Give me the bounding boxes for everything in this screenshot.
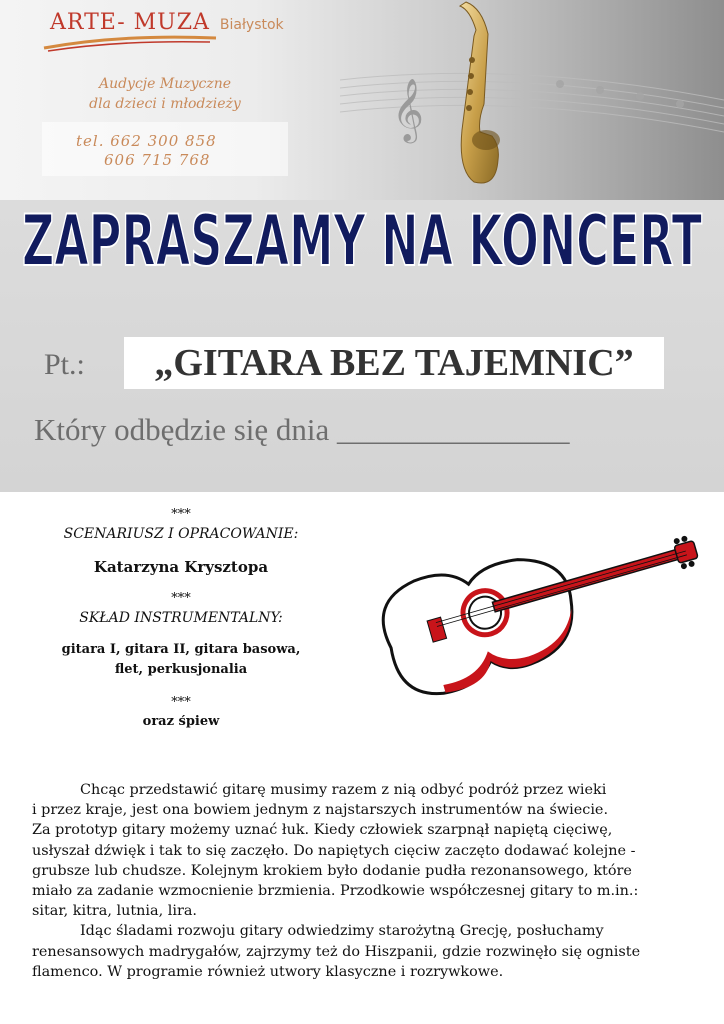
tagline-line-1: Audycje Muzyczne [98,76,232,92]
tagline-line-2: dla dzieci i młodzieży [89,96,241,112]
paragraph-line [32,780,692,800]
separator-stars: *** [171,695,191,710]
separator-stars: *** [171,591,191,606]
extra-note: oraz śpiew [142,714,220,729]
headline-graphic [0,150,724,320]
paragraph-line: usłyszał dźwięk i tak to się zaczęło. Do napiętych cięciw zaczęto dodawać kolejne - [32,842,636,859]
paragraph-line [32,921,692,941]
program-label: Pt.: [44,348,85,381]
paragraph-line: miało za zadanie wzmocnienie brzmienia. Przodkowie współczesnej gitary to m.in.: [32,883,639,900]
instruments-line-1: gitara I, gitara II, gitara basowa, [61,642,301,657]
instruments-line-2: flet, perkusjonalia [114,662,248,677]
logo-city: Białystok [219,17,284,33]
program-title-box [124,337,664,389]
paragraph-text: Idąc śladami rozwoju gitary odwiedzimy starożytną Grecję, posłuchamy [80,923,604,940]
instruments-label: SKŁAD INSTRUMENTALNY: [79,610,283,626]
svg-text:𝄞: 𝄞 [392,78,424,141]
paragraph-line: sitar, kitra, lutnia, lira. [32,903,197,920]
paragraph-line: i przez kraje, jest ona bowiem jednym z najstarszych instrumentów na świecie. [32,802,609,819]
credits-section [30,506,332,732]
paragraph-line: Za prototyp gitary możemy uznać łuk. Kiedy człowiek szarpnął napiętą cięciwę, [32,822,613,839]
paragraph-line: renesansowych madrygałów, zajrzymy też do Hiszpanii, gdzie rozwinęło się ogniste [32,943,641,960]
phone-2: 606 715 768 [104,151,211,169]
paragraph-text: Chcąc przedstawić gitarę musimy razem z nią odbyć podróż przez wieki [80,782,607,798]
separator-stars: *** [171,507,191,522]
author-name: Katarzyna Krysztopa [93,558,269,576]
paragraph-line: grubsze lub chudsze. Kolejnym krokiem było dodanie pudła rezonansowego, które [32,862,632,879]
paragraph-line: flamenco. W programie również utwory klasyczne i rozrywkowe. [32,963,504,980]
description [32,780,692,982]
headline-text: ZAPRASZAMY NA KONCERT [22,200,703,282]
logo-swoosh-icon [40,30,220,54]
guitar-icon [370,500,720,720]
date-line: Który odbędzie się dnia _______________ [34,412,570,447]
logo-name: ARTE- MUZA [50,10,210,35]
phone-1: tel. 662 300 858 [76,132,217,150]
scenario-label: SCENARIUSZ I OPRACOWANIE: [63,526,299,542]
program-title: „GITARA BEZ TAJEMNIC” [154,342,634,384]
tagline [60,74,270,114]
